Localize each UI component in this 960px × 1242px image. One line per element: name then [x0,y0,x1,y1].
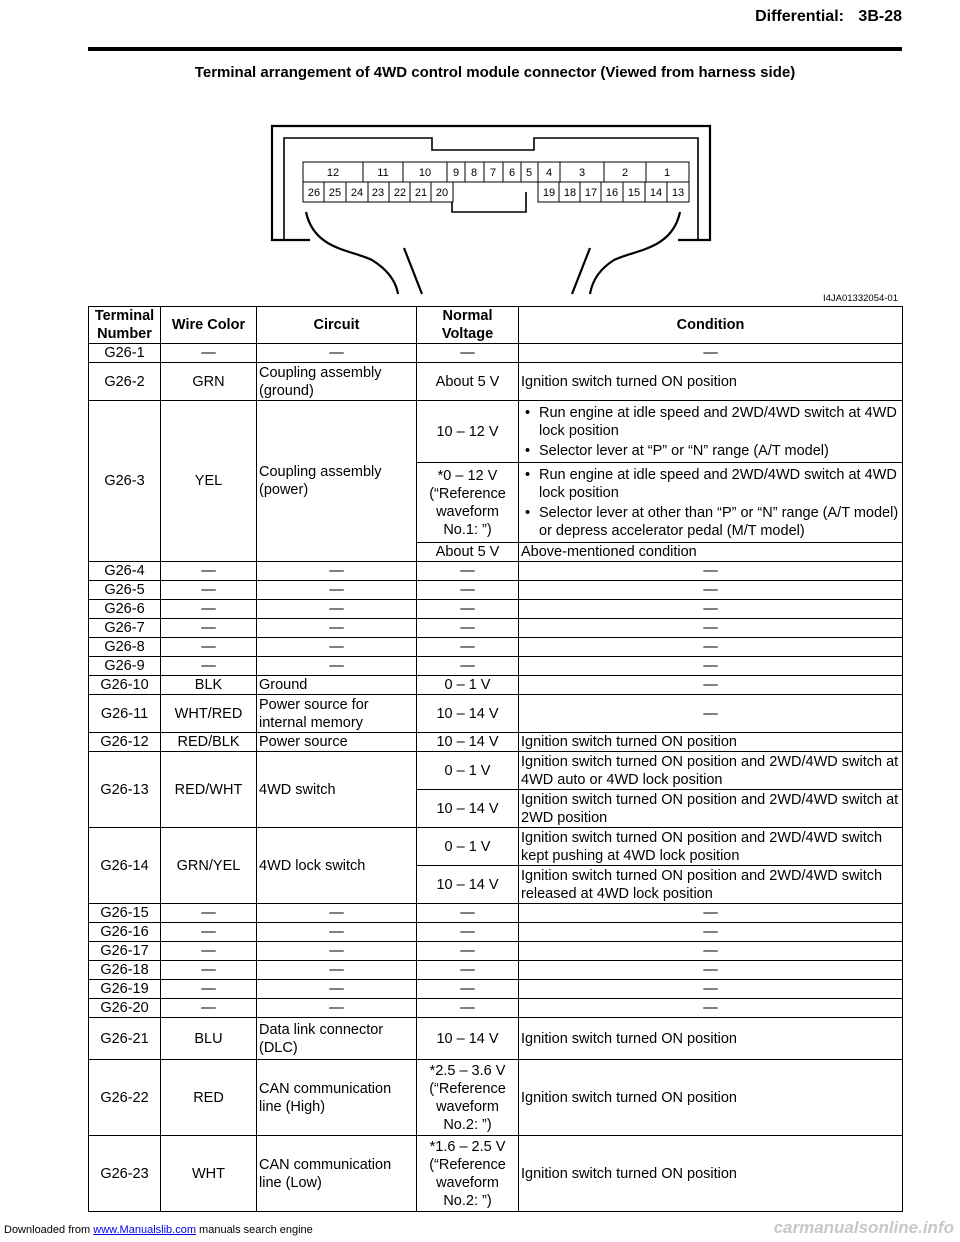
manualslib-link[interactable]: www.Manualslib.com [93,1224,196,1236]
page-footer [0,1216,960,1242]
pin-label: 5 [525,167,533,179]
table-row: G26-8 — — — — [89,638,903,657]
pin-label: 11 [377,167,389,179]
pin-label: 12 [326,167,340,179]
pin-label: 8 [470,167,478,179]
pin-label: 14 [649,187,663,199]
figure-code: I4JA01332054-01 [822,293,898,304]
table-row: G26-17 — — — — [89,942,903,961]
header-rule [88,47,902,51]
download-note: Downloaded from www.Manualslib.com manuals search engine [4,1224,313,1236]
table-row: G26-13 RED/WHT 4WD switch 0 – 1 V Ignition switch turned ON position and 2WD/4WD switch at 4WD auto or 4WD lock position [89,752,903,790]
pin-label: 24 [350,187,364,199]
table-row: G26-21 BLU Data link connector (DLC) 10 – 14 V Ignition switch turned ON position [89,1018,903,1060]
pin-label: 22 [393,187,407,199]
table-row: G26-5 — — — — [89,581,903,600]
figure-caption: Terminal arrangement of 4WD control module connector (Viewed from harness side) [194,64,796,81]
table-row: About 5 V Above-mentioned condition [89,543,903,562]
pin-label: 15 [627,187,641,199]
connector-diagram [262,100,722,300]
table-row: G26-23 WHT CAN communication line (Low) *1.6 – 2.5 V (“Reference waveform No.2: ”) Ignition switch turned ON position [89,1136,903,1212]
table-row: G26-2 GRN Coupling assembly (ground) About 5 V Ignition switch turned ON position [89,363,903,401]
table-row: 10 – 14 V Ignition switch turned ON position and 2WD/4WD switch released at 4WD lock position [89,866,903,904]
pin-label: 19 [542,187,556,199]
table-row: G26-12 RED/BLK Power source 10 – 14 V Ignition switch turned ON position [89,733,903,752]
table-row: G26-20 — — — — [89,999,903,1018]
watermark: carmanualsonline.info [773,1218,954,1237]
header-condition: Condition [519,307,903,344]
pin-label: 16 [605,187,619,199]
condition-bullet: • Run engine at idle speed and 2WD/4WD switch at 4WD lock position [539,466,900,502]
condition-bullet: • Selector lever at other than “P” or “N” range (A/T model) or depress accelerator pedal (M/T model) [539,504,900,540]
pin-label: 17 [584,187,598,199]
table-row: G26-3 YEL Coupling assembly (power) 10 – 12 V • Run engine at idle speed and 2WD/4WD switch at 4WD lock position • Selector lever at “P” or “N” range (A/T model) [89,401,903,463]
header-terminal: Terminal Number [89,307,161,344]
table-row: G26-4 — — — — [89,562,903,581]
pin-label: 23 [371,187,385,199]
header-circuit: Circuit [257,307,417,344]
table-row: G26-14 GRN/YEL 4WD lock switch 0 – 1 V Ignition switch turned ON position and 2WD/4WD switch kept pushing at 4WD lock position [89,828,903,866]
table-row: G26-7 — — — — [89,619,903,638]
table-row: G26-19 — — — — [89,980,903,999]
table-row: G26-22 RED CAN communication line (High) *2.5 – 3.6 V (“Reference waveform No.2: ”) Ignition switch turned ON position [89,1060,903,1136]
table-row: *0 – 12 V (“Reference waveform No.1: ”) • Run engine at idle speed and 2WD/4WD switch at 4WD lock position • Selector lever at other than “P” or “N” range (A/T model) or depress accelerator pedal (M/T model) [89,463,903,543]
pin-label: 20 [435,187,449,199]
condition-bullet: • Selector lever at “P” or “N” range (A/T model) [539,442,900,460]
table-row: G26-11 WHT/RED Power source for internal memory 10 – 14 V — [89,695,903,733]
terminal-spec-table [88,306,903,1212]
pin-label: 21 [414,187,428,199]
pin-label: 18 [563,187,577,199]
pin-label: 3 [578,167,586,179]
pin-label: 26 [307,187,321,199]
table-row: G26-6 — — — — [89,600,903,619]
pin-label: 4 [545,167,553,179]
page-title [755,8,902,26]
pin-label: 9 [452,167,460,179]
header-wire-color: Wire Color [161,307,257,344]
pin-label: 2 [621,167,629,179]
condition-bullet: • Run engine at idle speed and 2WD/4WD switch at 4WD lock position [539,404,900,440]
pin-label: 6 [508,167,516,179]
pin-label: 25 [328,187,342,199]
table-row: 10 – 14 V Ignition switch turned ON position and 2WD/4WD switch at 2WD position [89,790,903,828]
pin-label: 7 [489,167,497,179]
pin-label: 10 [418,167,432,179]
pin-label: 1 [663,167,671,179]
table-row: G26-16 — — — — [89,923,903,942]
page-number: 3B-28 [858,8,902,25]
table-header-row [89,307,903,344]
table-row: G26-18 — — — — [89,961,903,980]
table-row: G26-10 BLK Ground 0 – 1 V — [89,676,903,695]
header-voltage: Normal Voltage [417,307,519,344]
section-title: Differential: [755,8,844,25]
pin-label: 13 [671,187,685,199]
table-row: G26-1 — — — — [89,344,903,363]
table-row: G26-15 — — — — [89,904,903,923]
page-header [0,0,960,56]
table-row: G26-9 — — — — [89,657,903,676]
